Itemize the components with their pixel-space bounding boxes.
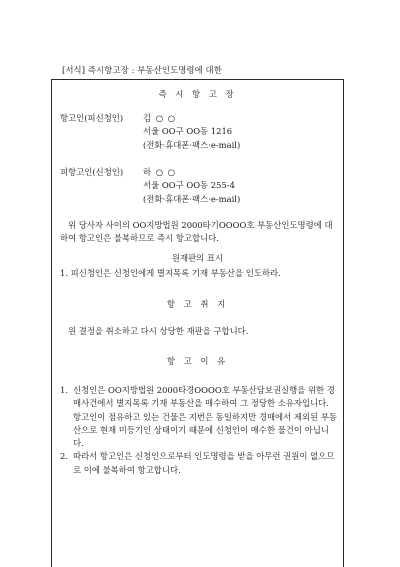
reasons-list	[60, 384, 337, 477]
appellee-contact: (전화·휴대폰·팩스·e-mail)	[143, 194, 241, 204]
purpose-heading: 항 고 취 지	[166, 299, 229, 309]
appellant-contact: (전화·휴대폰·팩스·e-mail)	[143, 140, 241, 150]
intro-paragraph: 위 당사자 사이의 OO지방법원 2000타기OOOO호 부동산인도명령에 대하여 항고인은 불복하므로 즉시 항고합니다.	[60, 220, 333, 244]
document-caption: [서식] 즉시항고장 : 부동산인도명령에 대한	[62, 65, 222, 75]
document-title: 즉 시 항 고 장	[158, 89, 237, 99]
document-frame	[51, 79, 344, 567]
appellant-name: 김 ○ ○	[143, 113, 177, 123]
appellant-address: 서울 OO구 OO동 1216	[143, 126, 233, 136]
appellee-label: 피항고인(신청인)	[60, 167, 124, 177]
reason-number-1: 1.	[60, 385, 68, 395]
appellee-address: 서울 OO구 OO동 255-4	[143, 180, 235, 190]
reason-item-2	[60, 450, 337, 477]
appellee-name: 하 ○ ○	[143, 167, 177, 177]
purpose-text: 원 결정을 취소하고 다시 상당한 재판을 구합니다.	[68, 326, 249, 336]
appellant-label: 항고인(피신청인)	[60, 113, 124, 123]
original-ruling-text: 1. 피신청인은 신청인에게 별지목록 기재 부동산을 인도하라.	[60, 268, 281, 278]
reasons-heading: 항 고 이 유	[166, 356, 229, 366]
reason-item-1	[60, 384, 337, 450]
reason-number-2: 2.	[60, 451, 68, 462]
original-ruling-heading: 원재판의 표시	[171, 253, 224, 263]
reason-text-2: 따라서 항고인은 신청인으로부터 인도명령을 받을 아무런 권원이 없으므로 이에 불복하여 항고합니다.	[73, 451, 335, 475]
reason-text-1: 신청인은 OO지방법원 2000타경OOOO호 부동산담보권실행을 위한 경매사건에서 별지목록 기재 부동산을 매수하여 그 정당한 소유자입니다. 항고인이 점유하고 있는 건물은 지번은 동일하지만 경매에서 제외된 부동산으로 현재 미등기인 상태이기 때문에 신청인이 매수한 물건이 아닙니다.	[73, 385, 338, 449]
